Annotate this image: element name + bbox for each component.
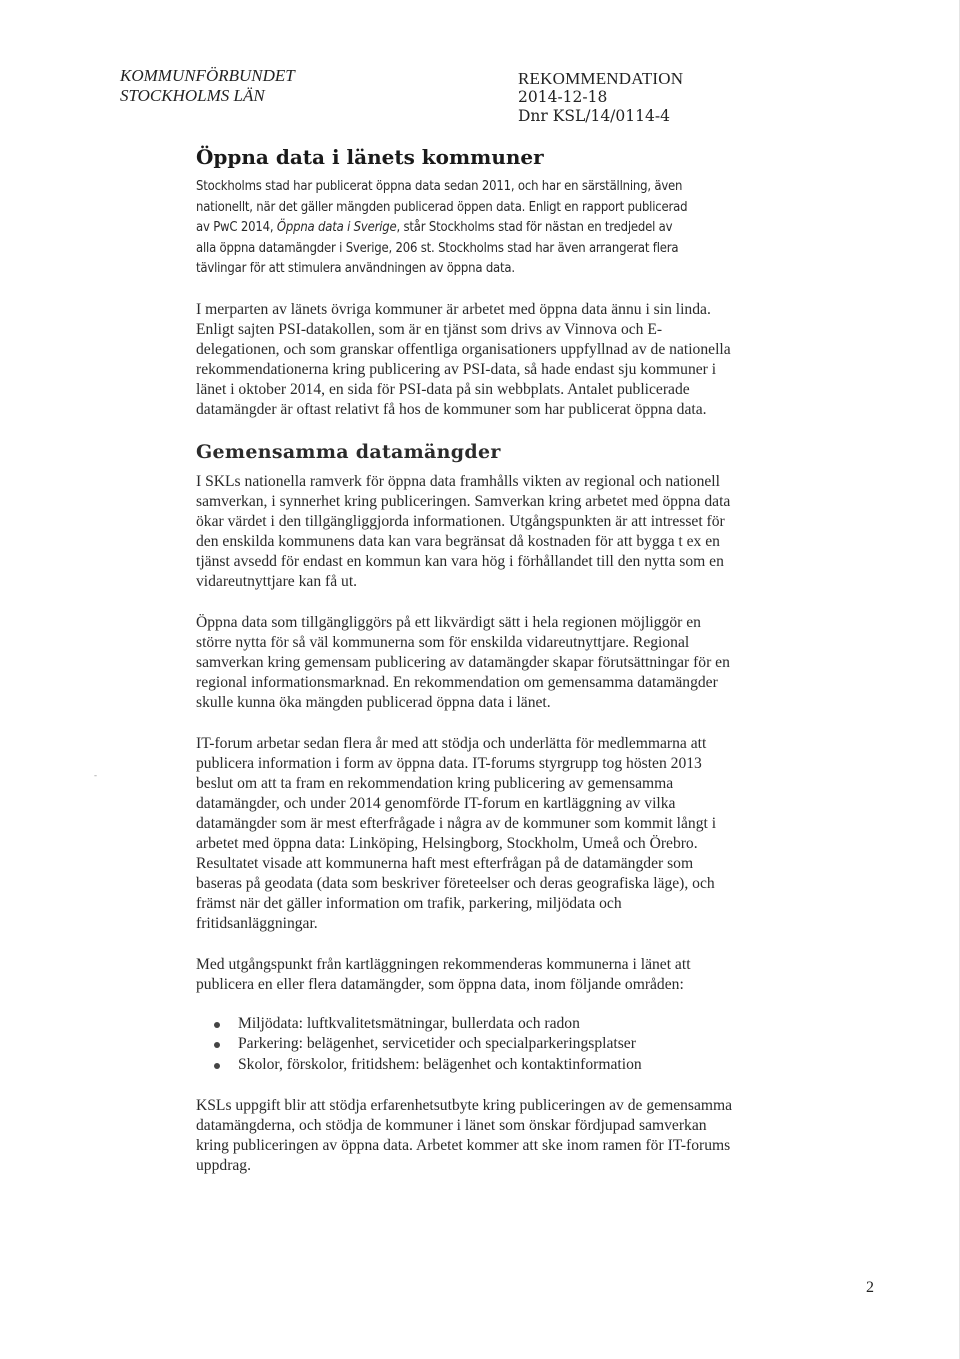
text-line: främst när det gäller information om trafik, parkering, miljödata och xyxy=(196,894,622,912)
text-line: tjänst avsedd för endast en kommun kan vara hög i förhållandet till den nytta som en xyxy=(196,552,724,570)
text-line: datamängder, och under 2014 genomförde IT-forum en kartläggning av vilka xyxy=(196,794,676,812)
list-item-text: Skolor, förskolor, fritidshem: belägenhet och kontaktinformation xyxy=(238,1055,642,1073)
text-line: KSLs uppgift blir att stödja erfarenhetsutbyte kring publiceringen av de gemensamma xyxy=(196,1097,733,1114)
org-line-1: KOMMUNFÖRBUNDET xyxy=(120,66,295,85)
text-line: rekommendationerna kring publicering av PSI-data, så hade endast sju kommuner i xyxy=(196,360,717,378)
text-line: I SKLs nationella ramverk för öppna data framhålls vikten av regional och nationell xyxy=(196,472,720,490)
paragraph-3 xyxy=(196,472,796,592)
text-line: samverkan kring gemensam publicering av datamängder skapar förutsättningar för en xyxy=(196,653,730,671)
text-line: datamängder är oftast relativt få hos de kommuner som har publicerat öppna data. xyxy=(196,400,707,418)
paragraph-6 xyxy=(196,955,796,995)
intro-text: av PwC 2014, xyxy=(196,220,277,235)
page-number: 2 xyxy=(866,1279,874,1296)
text-line: IT-forum arbetar sedan flera år med att stödja och underlätta för medlemmarna att xyxy=(196,734,707,752)
document-meta xyxy=(518,69,683,126)
intro-line: alla öppna datamängder i Sverige, 206 st. Stockholms stad har även arrangerat flera xyxy=(196,240,679,256)
organization-name xyxy=(120,66,295,106)
list-item xyxy=(214,1055,796,1076)
list-item xyxy=(214,1034,796,1055)
bullet-icon xyxy=(214,1022,220,1028)
document-reference: Dnr KSL/14/0114-4 xyxy=(518,107,670,125)
text-line: kring publiceringen av öppna data. Arbetet kommer att ske inom ramen för IT-forums xyxy=(196,1137,731,1154)
intro-line: Stockholms stad har publicerat öppna data sedan 2011, och har en särställning, även xyxy=(196,179,683,194)
text-line: datamängder som är mest efterfrågade i några av de kommuner som kommit långt i xyxy=(196,814,717,832)
text-line: samverkan, i synnerhet kring publiceringen. Samverkan kring arbetet med öppna data xyxy=(196,492,731,510)
text-line: delegationen, och som granskar offentliga organisationers uppfyllnad av de nationella xyxy=(196,340,731,358)
page-title: Öppna data i länets kommuner xyxy=(196,145,544,169)
text-line: arbetet med öppna data: Linköping, Helsingborg, Stockholm, Umeå och Örebro. xyxy=(196,834,698,852)
text-line: datamängderna, och stödja de kommuner i länet som önskar fördjupad samverkan xyxy=(196,1117,707,1134)
text-line: skulle kunna öka mängden publicerad öppna data i länet. xyxy=(196,693,551,711)
recommended-areas-list xyxy=(196,1014,796,1076)
document-date: 2014-12-18 xyxy=(518,88,608,106)
text-line: publicera information i form av öppna data. IT-forums styrgrupp tog hösten 2013 xyxy=(196,754,702,772)
intro-line xyxy=(196,218,796,239)
text-line: vidareutnyttjare kan få ut. xyxy=(196,572,358,590)
section-heading: Gemensamma datamängder xyxy=(196,440,501,463)
list-item xyxy=(214,1014,796,1035)
text-line: Öppna data som tillgängliggörs på ett likvärdigt sätt i hela regionen möjliggör en xyxy=(196,613,701,631)
text-line: Enligt sajten PSI-datakollen, som är en tjänst som drivs av Vinnova och E- xyxy=(196,320,663,338)
list-item-text: Parkering: belägenhet, servicetider och specialparkeringsplatser xyxy=(238,1035,636,1052)
text-line: den enskilda kommunens data kan vara begränsat då kostnaden för att bygga t ex en xyxy=(196,532,720,550)
paragraph-5 xyxy=(196,734,796,934)
document-body xyxy=(196,145,796,1176)
paragraph-2 xyxy=(196,300,796,420)
intro-line: nationellt, när det gäller mängden publicerad öppen data. Enligt en rapport publicerad xyxy=(196,199,688,215)
text-line: beslut om att ta fram en rekommendation kring publicering av gemensamma xyxy=(196,774,674,792)
text-line: uppdrag. xyxy=(196,1157,251,1174)
text-line: större nytta för så väl kommunerna som för enskilda vidareutnyttjare. Regional xyxy=(196,633,690,651)
text-line: länet i oktober 2014, en sida för PSI-data på sin webbplats. Antalet publicerade xyxy=(196,380,690,398)
text-line: I merparten av länets övriga kommuner är arbetet med öppna data ännu i sin linda. xyxy=(196,300,711,318)
intro-text: , står Stockholms stad för nästan en tredjedel av xyxy=(396,220,673,235)
intro-paragraph xyxy=(196,177,796,280)
list-item-text: Miljödata: luftkvalitetsmätningar, bullerdata och radon xyxy=(238,1014,580,1032)
text-line: publicera en eller flera datamängder, som öppna data, inom följande områden: xyxy=(196,975,684,993)
paragraph-7 xyxy=(196,1096,796,1176)
text-line: Med utgångspunkt från kartläggningen rekommenderas kommunerna i länet att xyxy=(196,955,691,973)
org-line-2: STOCKHOLMS LÄN xyxy=(120,86,265,105)
text-line: baseras på geodata (data som beskriver företeelser och deras geografiska läge), och xyxy=(196,874,715,892)
report-title: Öppna data i Sverige xyxy=(276,220,397,235)
text-line: regional informationsmarknad. En rekommendation om gemensamma datamängder xyxy=(196,673,718,691)
text-line: Resultatet visade att kommunerna haft mest efterfrågan på de datamängder som xyxy=(196,854,694,872)
document-type: REKOMMENDATION xyxy=(518,69,684,88)
bullet-icon xyxy=(214,1063,220,1069)
text-line: ökar värdet i den tillgängliggjorda informationen. Utgångspunkten är att intresset för xyxy=(196,512,725,530)
paragraph-4 xyxy=(196,613,796,713)
margin-mark: - xyxy=(94,770,97,780)
text-line: fritidsanläggningar. xyxy=(196,914,318,932)
bullet-icon xyxy=(214,1042,220,1048)
intro-line: tävlingar för att stimulera användningen av öppna data. xyxy=(196,261,515,276)
